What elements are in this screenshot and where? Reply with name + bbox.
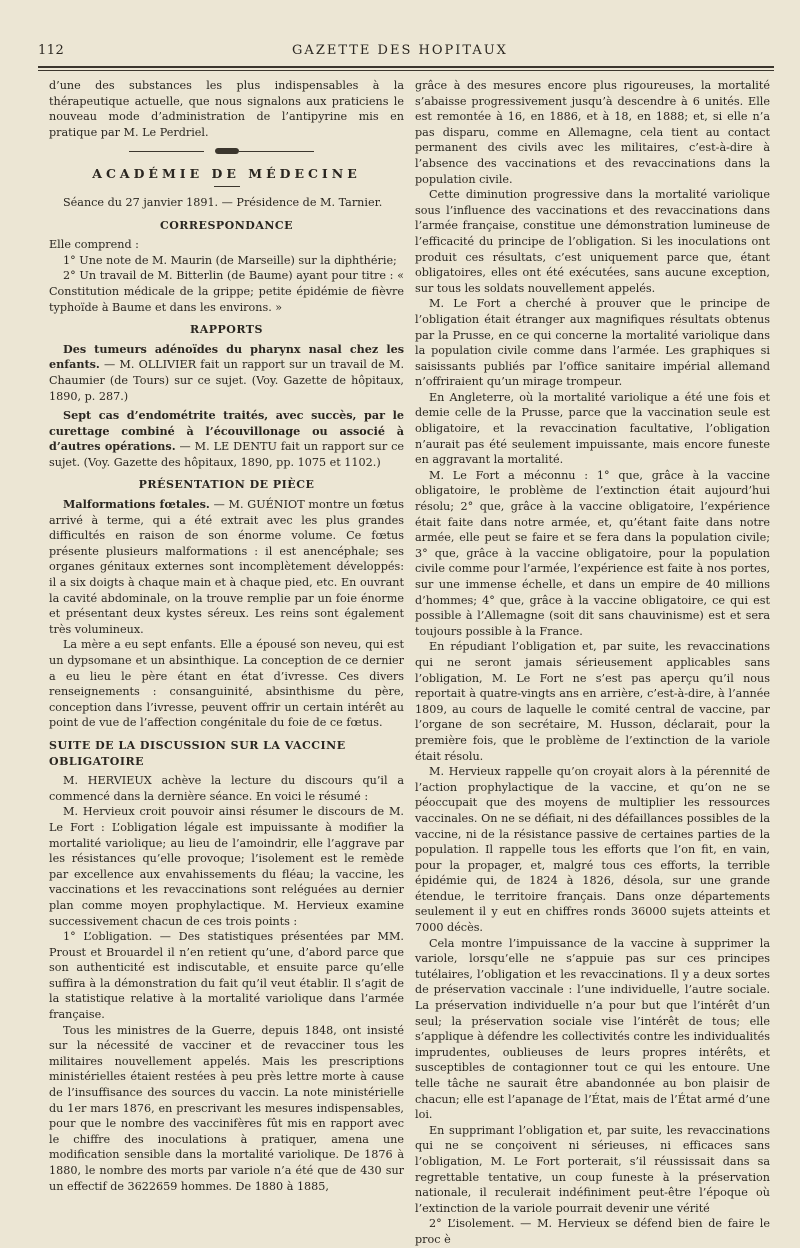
ornament-line [239, 151, 314, 152]
paragraph: 2° Un travail de M. Bitterlin (de Baume) ayant pour titre : « Constitution médicale de la grippe; petite épidémie de fièvre typhoïde à Baume et dans les environs. » [49, 269, 404, 314]
section-title-suite: SUITE DE LA DISCUSSION SUR LA VACCINE OBLIGATOIRE [49, 738, 346, 768]
paragraph: Tous les ministres de la Guerre, depuis 1848, ont insisté sur la nécessité de vacciner et de revacciner tous les militaires nouvellement appelés. Mais les prescriptions ministérielles étaient restées à peu près lettre morte à cause de l’insuffisance des sources du vaccin. La note ministérielle du 1er mars 1876, en prescrivant les mesures indispensables, pour que le nombre des vaccinifères fût mis en rapport avec le chiffre des inoculations à pratiquer, amena une modification sensible dans la mortalité variolique. De 1876 à 1880, le nombre des morts par variole n’a été que de 430 sur un effectif de 3622659 hommes. De 1880 à 1885, [49, 1023, 404, 1193]
paragraph: En Angleterre, où la mortalité variolique a été une fois et demie celle de la Prusse, parce que la vaccination seule est obligatoire, et la revaccination facultative, l’obligation n’aurait pas été seulement impuissante, mais encore funeste en aggravant la mortalité. [415, 390, 770, 467]
paragraph: d’une des substances les plus indispensables à la thérapeutique actuelle, que nous signalons aux praticiens le nouveau mode d’administration de l’antipyrine mis en pratique par M. Le Perdriel. [49, 79, 404, 139]
rapport-text: — M. LE DENTU fait un rapport sur ce sujet. (Voy. Gazette des hôpitaux, 1890, pp. 1075 et 1102.) [49, 440, 404, 469]
presentation-text: — M. GUÉNIOT montre un fœtus arrivé à terme, qui a été extrait avec les plus grandes difficultés en raison de son énorme volume. Ce fœtus présente plusieurs malformations : il est anencéphale; ses organes génitaux externes sont incomplètement développés: il a six doigts à chaque main et à chaque pied, etc. En ouvrant la cavité abdominale, on la trouve remplie par un foie énorme et présentant deux kystes séreux. Les reins sont également très volumineux. [49, 498, 405, 636]
paragraph: En supprimant l’obligation et, par suite, les revaccinations qui ne se conçoivent ni sérieuses, ni efficaces sans l’obligation, M. Le Fort porterait, s’il réussissait dans sa regrettable tentative, un coup funeste à la préservation nationale, il reculerait indéfiniment peut-être l’époque où l’extinction de la variole pourrait devenir une vérité [415, 1123, 770, 1215]
rapport-heading: Des tumeurs adénoïdes du pharynx nasal chez les enfants. [49, 341, 404, 372]
paragraph [49, 408, 404, 470]
seance-line: Séance du 27 janvier 1891. — Présidence de M. Tarnier. [63, 195, 383, 209]
paragraph: Cette diminution progressive dans la mortalité variolique sous l’influence des vaccinations et des revaccinations dans l’armée française, constitue une démonstration lumineuse de l’efficacité du principe de l’obligation. Si les inoculations ont produit ces résultats, c’est uniquement parce que, étant obligatoires, elles ont été exécutées, sans aucune exception, sur tous les soldats nouvellement appelés. [415, 188, 770, 295]
paragraph: M. Hervieux croit pouvoir ainsi résumer le discours de M. Le Fort : L’obligation légale est impuissante à modifier la mortalité variolique; au lieu de l’amoindrir, elle l’aggrave par les résistances qu’elle provoque; l’isolement est le remède par excellence aux envahissements du fléau; la vaccine, les vaccinations et les revaccinations sont reléguées au dernier plan comme moyen prophylactique. M. Hervieux examine successivement chacun de ces trois points : [49, 805, 404, 928]
rapport-heading: Sept cas d’endométrite traités, avec succès, par le curettage combiné à l’écouvillonage ou associé à d’autres opérations. [49, 408, 404, 454]
header-rule-thin [38, 70, 774, 71]
rapport-text: — M. OLLIVIER fait un rapport sur un travail de M. Chaumier (de Tours) sur ce sujet. (Voy. Gazette de hôpitaux, 1890, p. 287.) [49, 358, 404, 403]
paragraph: M. Hervieux rappelle qu’on croyait alors à la pérennité de l’action prophylactique de la vaccine, et qu’on ne se péoccupait que des moyens de multiplier les ressources vaccinales. On ne se défiait, ni des défaillances possibles de la vaccine, ni de la résistance passive de certaines parties de la population. Il rappelle tous les efforts que l’on fit, en vain, pour la propager, et, malgré tous ces efforts, la terrible épidémie qui, de 1824 à 1826, désola, sur une grande étendue, le territoire français. Dans onze départements seulement il y eut en chiffres ronds 36000 sujets atteints et 7000 décès. [415, 765, 770, 935]
section-title-presentation: PRÉSENTATION DE PIÈCE [138, 478, 315, 492]
paragraph: M. HERVIEUX achève la lecture du discours qu’il a commencé dans la dernière séance. En voici le résumé : [49, 774, 404, 803]
paragraph: La mère a eu sept enfants. Elle a épousé son neveu, qui est un dypsomane et un absinthique. La conception de ce dernier a eu lieu le père étant en état d’ivresse. Ces divers renseignements : consanguinité, absinthisme du père, conception dans l’ivresse, peuvent offrir un certain intérêt au point de vue de l’affection congénitale du foie de ce fœtus. [49, 638, 404, 730]
paragraph: grâce à des mesures encore plus rigoureuses, la mortalité s’abaisse progressivement jusqu’à descendre à 6 unités. Elle est remontée à 16, en 1886, et à 18, en 1888; et, si elle n’a pas disparu, comme en Allemagne, cela tient au contact permanent des civils avec les militaires, c’est-à-dire à l’absence des vaccinations et des revaccinations dans la population civile. [415, 79, 770, 186]
section-ornament [49, 148, 404, 156]
paragraph: En répudiant l’obligation et, par suite, les revaccinations qui ne seront jamais sérieusement applicables sans l’obligation, M. Le Fort ne s’est pas aperçu qu’il nous reportait à quatre-vingts ans en arrière, c’est-à-dire, à l’année 1809, au cours de laquelle le comité central de vaccine, par l’organe de son secrétaire, M. Husson, déclarait, pour la première fois, que le problème de l’extinction de la variole était résolu. [415, 640, 770, 763]
paragraph: Cela montre l’impuissance de la vaccine à supprimer la variole, lorsqu’elle ne s’appuie pas sur ces principes tutélaires, l’obligation et les revaccinations. Il y a deux sortes de préservation vaccinale : l’une individuelle, l’autre sociale. La préservation individuelle n’a pour but que l’intérêt d’un seul; la préservation sociale vise l’intérêt de tous; elle s’applique à défendre les collectivités contre les individualités imprudentes, oublieuses de leurs propres intérêts, et susceptibles de contagionner tout ce qui les entoure. Une telle tâche ne saurait être abandonnée au bon plaisir de chacun; elle est l’apanage de l’État, mais de l’État armé d’une loi. [415, 936, 770, 1122]
header-rule [38, 66, 774, 68]
left-column [49, 78, 404, 1194]
presentation-heading: Malformations fœtales. [63, 497, 210, 512]
paragraph: M. Le Fort a cherché à prouver que le principe de l’obligation était étranger aux magnifiques résultats obtenus par la Prusse, en ce qui concerne la mortalité variolique dans la population civile comme dans l’armée. Les graphiques si saisissants publiés par l’office sanitaire impérial allemand n’offriraient qu’un mirage trompeur. [415, 297, 770, 389]
paragraph: 1° L’obligation. — Des statistiques présentées par MM. Proust et Brouardel il n’en retient qu’une, d’abord parce que son authenticité est indiscutable, et ensuite parce qu’elle suffira à la démonstration du fait qu’il veut établir. Il s’agit de la statistique relative à la mortalité variolique dans l’armée française. [49, 930, 404, 1022]
paragraph: 2° L’isolement. — M. Hervieux se défend bien de faire le proc è [415, 1217, 770, 1246]
page-number: 112 [38, 43, 65, 58]
paragraph [49, 342, 404, 404]
paragraph [49, 497, 404, 637]
journal-title: GAZETTE DES HOPITAUX [292, 43, 508, 58]
academy-title: ACADÉMIE DE MÉDECINE [92, 166, 361, 182]
ornament-line [129, 151, 204, 152]
section-title-rapports: RAPPORTS [190, 323, 263, 337]
page-header [0, 0, 800, 70]
short-rule [214, 186, 240, 187]
right-column [415, 78, 770, 1248]
section-title-correspondance: CORRESPONDANCE [159, 218, 294, 232]
ornament-dot [215, 148, 239, 154]
paragraph: 1° Une note de M. Maurin (de Marseille) sur la diphthérie; [63, 253, 397, 267]
paragraph: Elle comprend : [49, 238, 139, 252]
paragraph: M. Le Fort a méconnu : 1° que, grâce à la vaccine obligatoire, le problème de l’extinction était aujourd’hui résolu; 2° que, grâce à la vaccine obligatoire, l’expérience était faite dans notre armée, et, qu’étant faite dans notre armée, elle peut se faire et se fera dans la population civile; 3° que, grâce à la vaccine obligatoire, pour la population civile comme pour l’armée, l’expérience est faite à nos portes, sur une immense échelle, et dans un empire de 40 millions d’hommes; 4° que, grâce à la vaccine obligatoire, ce qui est possible à l’Allemagne (soit dit sans chauvinisme) est et sera toujours possible à la France. [415, 468, 770, 638]
